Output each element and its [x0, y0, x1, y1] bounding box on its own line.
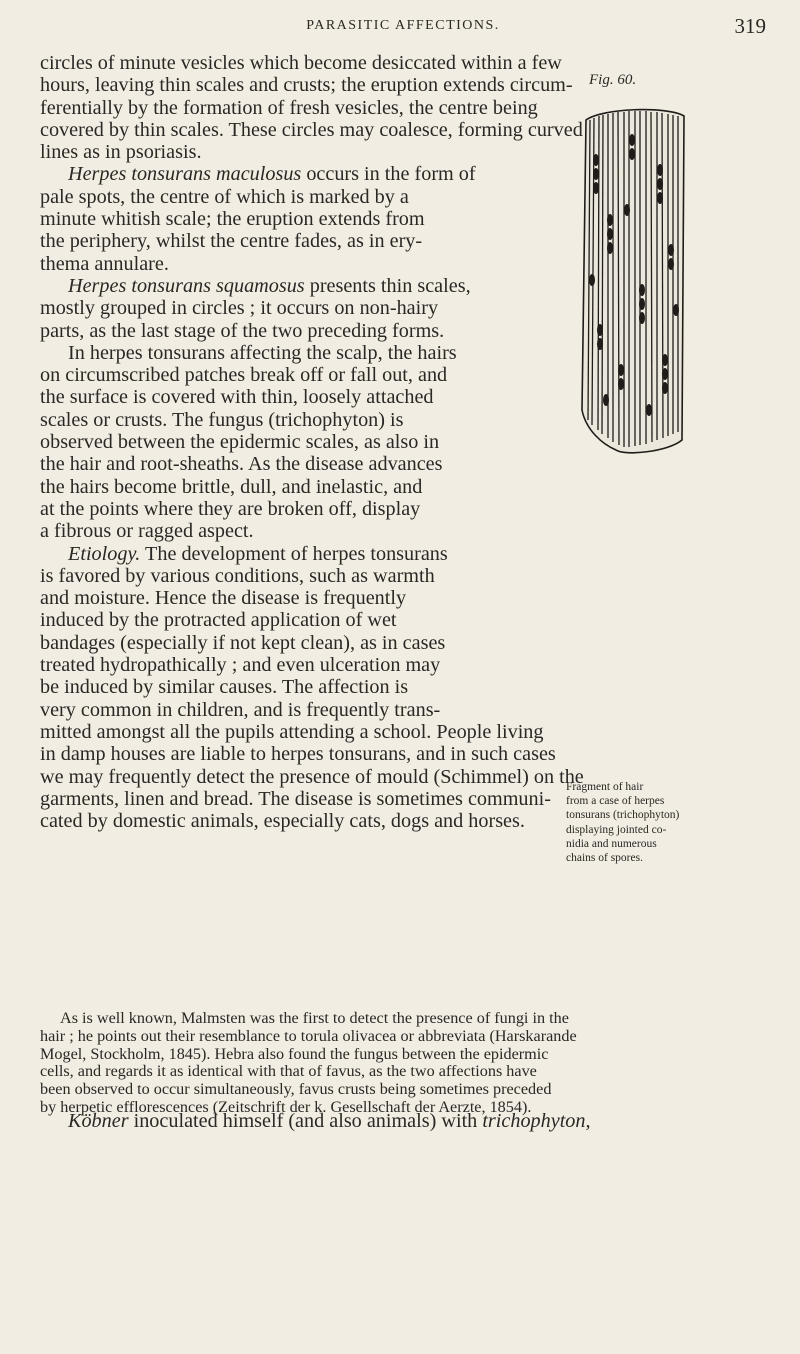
text-line: bandages (especially if not kept clean), as in cases	[40, 631, 446, 654]
text-line: circles of minute vesicles which become desiccated within a few	[40, 52, 562, 74]
text-line: hours, leaving thin scales and crusts; the eruption extends circum-	[40, 74, 573, 97]
figure-caption	[566, 780, 766, 865]
hair-fragment-illustration	[572, 100, 692, 460]
footnote-line: been observed to occur simultaneously, favus crusts being sometimes preceded	[40, 1080, 552, 1099]
name-kobner: Köbner	[68, 1110, 129, 1132]
text-line: Herpes tonsurans squamosus presents thin scales,	[68, 274, 471, 297]
text-line: induced by the protracted application of wet	[40, 609, 397, 632]
footnote-line: hair ; he points out their resemblance to torula olivacea or abbreviata (Harskarande	[40, 1026, 577, 1045]
footnote-line: As is well known, Malmsten was the first to detect the presence of fungi in the	[60, 1009, 569, 1027]
text-line: thema annulare.	[40, 252, 169, 275]
text-line: the surface is covered with thin, loosely attached	[40, 386, 434, 409]
text-line: pale spots, the centre of which is marked by a	[40, 185, 409, 208]
text-line: minute whitish scale; the eruption extends from	[40, 208, 425, 231]
text-line: treated hydropathically ; and even ulceration may	[40, 654, 441, 677]
term-squamosus: Herpes tonsurans squamosus	[68, 274, 305, 297]
text-line: and moisture. Hence the disease is frequently	[40, 587, 407, 610]
text-line: covered by thin scales. These circles may coalesce, forming curved	[40, 118, 583, 141]
text-line: at the points where they are broken off, display	[40, 497, 421, 520]
text-line: in damp houses are liable to herpes tonsurans, and in such cases	[40, 743, 556, 766]
text-line: a fibrous or ragged aspect.	[40, 520, 254, 543]
footnote	[40, 1010, 766, 1117]
text-line: garments, linen and bread. The disease is sometimes communi-	[40, 787, 551, 810]
term-etiology: Etiology.	[68, 542, 141, 565]
text-line: observed between the epidermic scales, as also in	[40, 431, 440, 454]
paragraph-maculosus	[40, 163, 548, 274]
text-line: mitted amongst all the pupils attending a school. People living	[40, 720, 544, 743]
paragraph-etiology	[40, 543, 548, 721]
text-line: on circumscribed patches break off or fall out, and	[40, 364, 448, 387]
term-maculosus: Herpes tonsurans maculosus	[68, 163, 302, 186]
caption-line: Fragment of hair	[566, 781, 644, 793]
text-line: is favored by various conditions, such as warmth	[40, 564, 435, 587]
caption-line: displaying jointed co-	[566, 823, 667, 836]
text-line: Etiology. The development of herpes tonsurans	[68, 542, 448, 565]
paragraph-squamosus	[40, 275, 548, 543]
page-number: 319	[734, 14, 766, 38]
text-line: very common in children, and is frequently trans-	[40, 698, 441, 721]
footnote-line: by herpetic efflorescences (Zeitschrift der k. Gesellschaft der Aerzte, 1854).	[40, 1097, 532, 1116]
text-line: parts, as the last stage of the two preceding forms.	[40, 319, 445, 342]
text-line: lines as in psoriasis.	[40, 141, 202, 164]
term-trichophyton: trichophyton,	[482, 1110, 591, 1132]
text-line: In herpes tonsurans affecting the scalp, the hairs	[68, 341, 457, 364]
caption-line: nidia and numerous	[566, 837, 657, 850]
text-line: the periphery, whilst the centre fades, as in ery-	[40, 230, 423, 253]
text-line: we may frequently detect the presence of mould (Schimmel) on the	[40, 765, 584, 788]
text-line: the hairs become brittle, dull, and inelastic, and	[40, 475, 423, 498]
caption-line: chains of spores.	[566, 852, 643, 865]
text-line: ferentially by the formation of fresh vesicles, the centre being	[40, 96, 538, 119]
text-line: Herpes tonsurans maculosus occurs in the form of	[68, 163, 476, 186]
caption-line: from a case of herpes	[566, 795, 665, 808]
text-line: cated by domestic animals, especially cats, dogs and horses.	[40, 810, 525, 833]
text-line: scales or crusts. The fungus (trichophyton) is	[40, 408, 404, 431]
footnote-line: Mogel, Stockholm, 1845). Hebra also found the fungus between the epidermic	[40, 1044, 549, 1063]
figure-label: Fig. 60.	[589, 72, 637, 88]
running-head: PARASITIC AFFECTIONS.	[306, 18, 500, 33]
page-header	[40, 14, 766, 40]
text-line: the hair and root-sheaths. As the disease advances	[40, 453, 443, 476]
text-line: be induced by similar causes. The affection is	[40, 676, 409, 699]
closing-line	[40, 1110, 766, 1132]
caption-line: tonsurans (trichophyton)	[566, 809, 680, 822]
text-line: mostly grouped in circles ; it occurs on non-hairy	[40, 297, 439, 320]
footnote-line: cells, and regards it as identical with that of favus, as the two affections have	[40, 1062, 537, 1081]
text-line: Köbner inoculated himself (and also animals) with trichophyton,	[68, 1110, 591, 1132]
hair-fragment-drawing	[572, 100, 692, 460]
